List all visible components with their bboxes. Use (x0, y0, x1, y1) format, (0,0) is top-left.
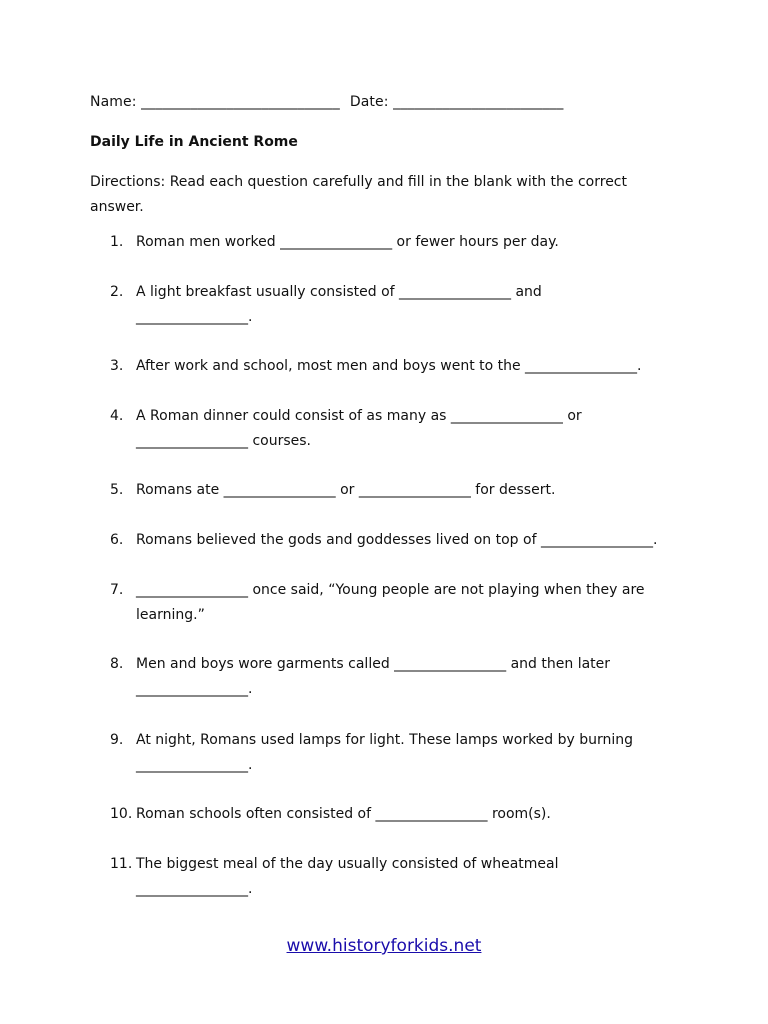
question-text: A light breakfast usually consisted of ________________ and ________________. (136, 284, 542, 325)
question-3 (110, 354, 700, 379)
question-number: 8. (110, 656, 124, 672)
question-11 (110, 852, 700, 902)
question-number: 1. (110, 234, 124, 250)
question-1 (110, 230, 700, 255)
question-number: 3. (110, 358, 124, 374)
question-4 (110, 404, 700, 454)
question-number: 10. (110, 806, 133, 822)
question-number: 4. (110, 408, 124, 424)
website-link[interactable]: www.historyforkids.net (286, 936, 482, 956)
question-number: 11. (110, 856, 133, 872)
question-text: At night, Romans used lamps for light. These lamps worked by burning ________________. (136, 732, 634, 773)
header-line (90, 94, 564, 110)
question-2 (110, 280, 700, 330)
name-field[interactable]: Name: ____________________________ (90, 94, 340, 110)
question-8 (110, 652, 700, 702)
question-text: Romans believed the gods and goddesses lived on top of ________________. (136, 532, 658, 548)
question-number: 6. (110, 532, 124, 548)
directions-text: Directions: Read each question carefully and fill in the blank with the correct answer. (90, 174, 627, 215)
question-number: 5. (110, 482, 124, 498)
question-6 (110, 528, 700, 553)
question-text: The biggest meal of the day usually consisted of wheatmeal ________________. (136, 856, 559, 897)
question-text: Roman schools often consisted of ________________ room(s). (136, 806, 551, 822)
question-10 (110, 802, 700, 827)
question-text: Men and boys wore garments called ________________ and then later ________________. (136, 656, 611, 697)
footer (0, 936, 768, 956)
question-number: 9. (110, 732, 124, 748)
question-text: A Roman dinner could consist of as many as ________________ or ________________ courses. (136, 408, 582, 449)
question-text: Romans ate ________________ or ________________ for dessert. (136, 482, 556, 498)
date-field[interactable]: Date: ________________________ (349, 94, 564, 110)
question-text: After work and school, most men and boys went to the ________________. (136, 358, 642, 374)
question-number: 2. (110, 284, 124, 300)
question-5 (110, 478, 700, 503)
worksheet-title: Daily Life in Ancient Rome (90, 134, 298, 150)
question-7 (110, 578, 700, 628)
question-text: Roman men worked ________________ or fewer hours per day. (136, 234, 559, 250)
question-9 (110, 728, 700, 778)
question-number: 7. (110, 582, 124, 598)
question-text: ________________ once said, “Young people are not playing when they are learning.” (136, 582, 645, 623)
